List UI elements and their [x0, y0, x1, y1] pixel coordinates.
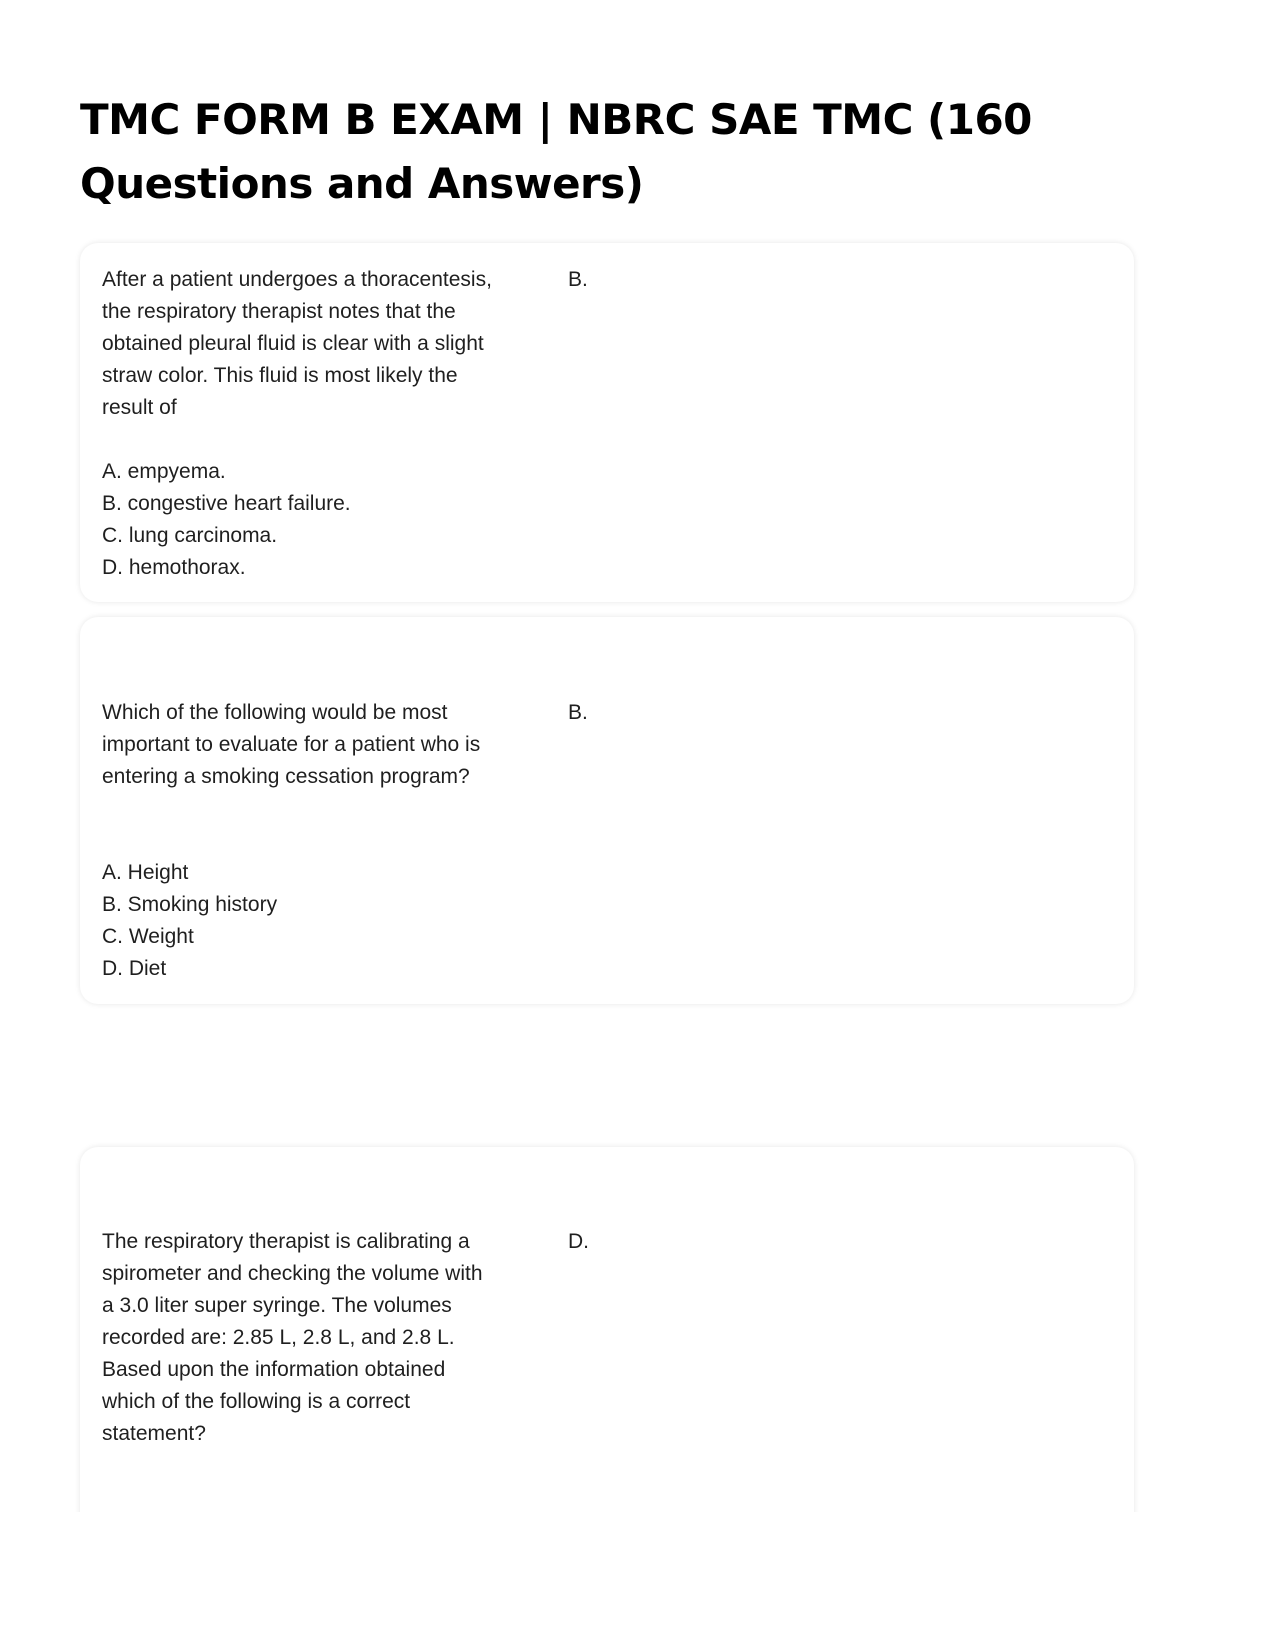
question-text: [102, 697, 480, 985]
question-line: result of: [102, 396, 177, 419]
title-line: TMC FORM B EXAM | NBRC SAE TMC (160: [80, 95, 1032, 144]
question-card-3: [80, 1147, 1134, 1512]
question-line: important to evaluate for a patient who is: [102, 733, 481, 756]
question-line: After a patient undergoes a thoracentesis,: [102, 268, 492, 291]
question-line: a 3.0 liter super syringe. The volumes: [102, 1294, 452, 1317]
option-b: B. congestive heart failure.: [102, 492, 351, 515]
answer: D.: [568, 1230, 589, 1253]
option-a: A. Height: [102, 861, 189, 884]
option-d: D. Diet: [102, 957, 167, 980]
question-line: Which of the following would be most: [102, 701, 448, 724]
option-b: B. Smoking history: [102, 893, 278, 916]
answer: B.: [568, 268, 588, 291]
question-card-1: [80, 243, 1134, 602]
option-c: C. Weight: [102, 925, 194, 948]
question-line: which of the following is a correct: [102, 1390, 411, 1413]
question-line: statement?: [102, 1422, 206, 1445]
option-d: D. hemothorax.: [102, 556, 246, 579]
title-line: Questions and Answers): [80, 159, 644, 208]
question-line: recorded are: 2.85 L, 2.8 L, and 2.8 L.: [102, 1326, 455, 1349]
question-line: Based upon the information obtained: [102, 1358, 446, 1381]
question-line: obtained pleural fluid is clear with a slight: [102, 332, 484, 355]
question-line: the respiratory therapist notes that the: [102, 300, 456, 323]
question-text: [102, 1226, 483, 1450]
question-line: entering a smoking cessation program?: [102, 765, 470, 788]
question-line: spirometer and checking the volume with: [102, 1262, 483, 1285]
page-clip: [70, 1130, 1150, 1512]
option-a: A. empyema.: [102, 460, 226, 483]
question-text: [102, 264, 492, 584]
question-card-2: [80, 617, 1134, 1004]
question-line: straw color. This fluid is most likely the: [102, 364, 458, 387]
question-line: The respiratory therapist is calibrating a: [102, 1230, 470, 1253]
answer: B.: [568, 701, 588, 724]
option-c: C. lung carcinoma.: [102, 524, 278, 547]
page-title: [80, 88, 1080, 216]
